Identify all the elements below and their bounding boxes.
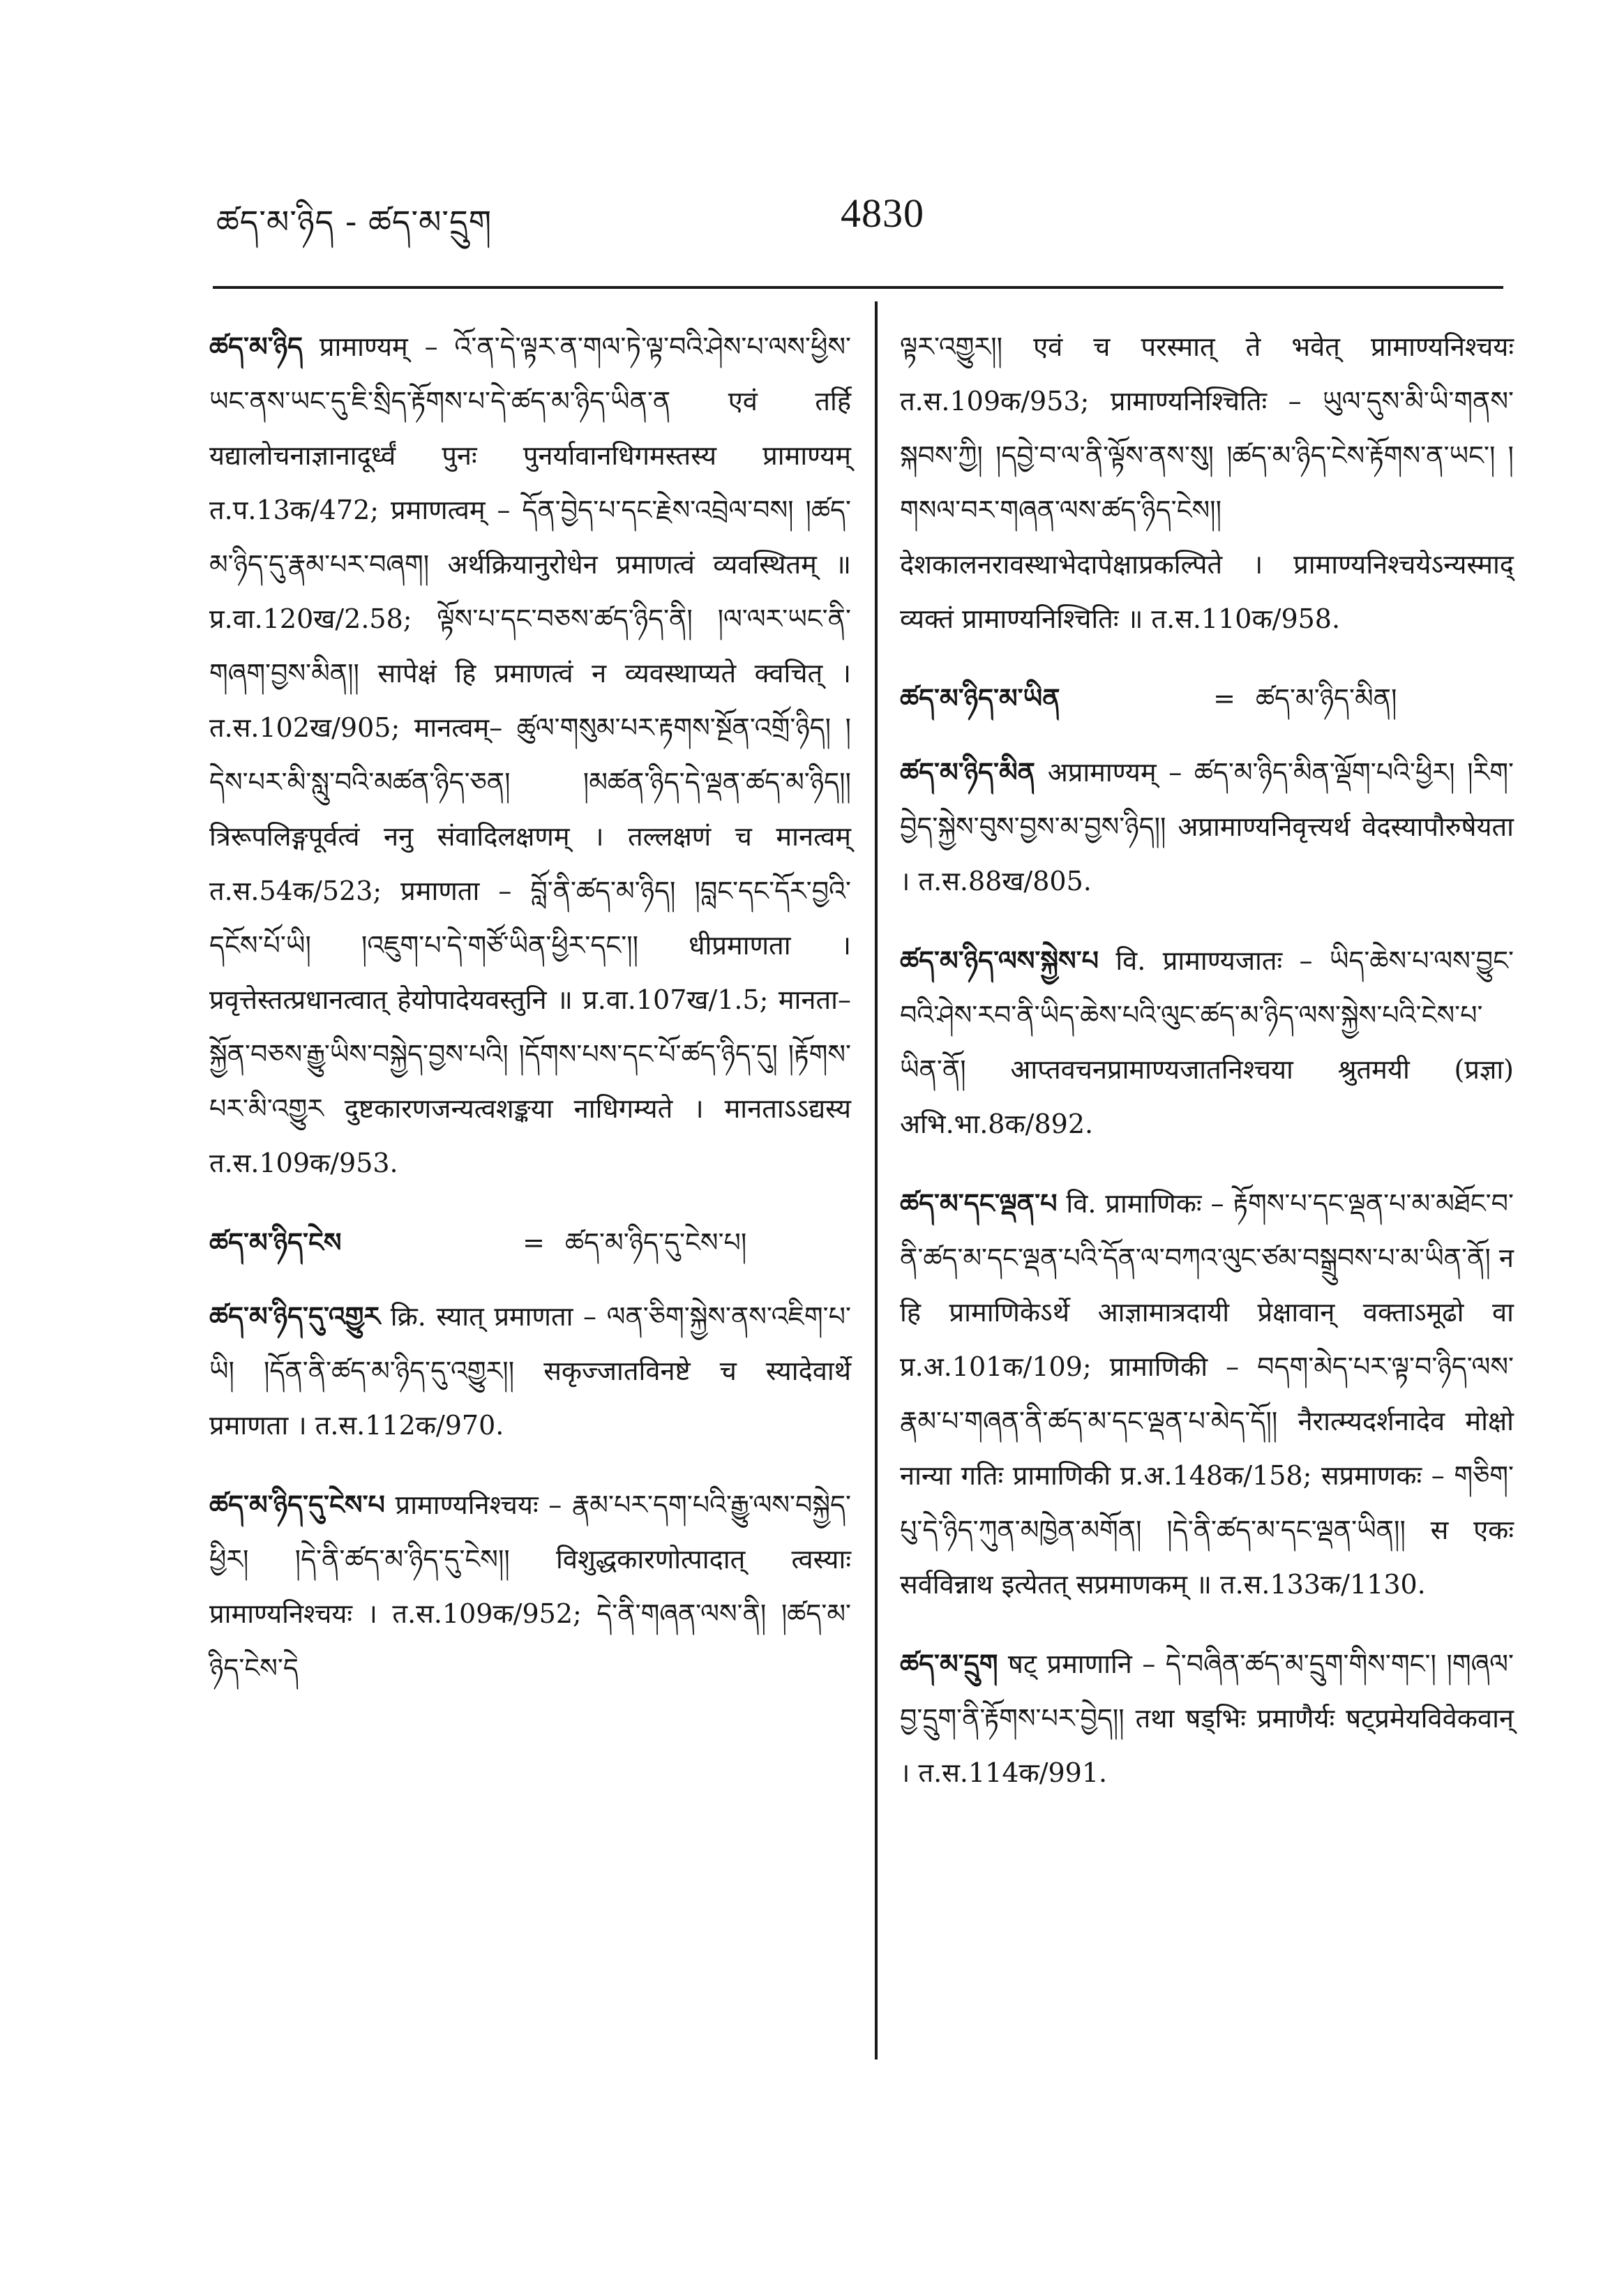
entry-headword: ཚད་མ་ཉིད་མིན [900, 757, 1036, 788]
equals-sign: = [1213, 683, 1235, 714]
dictionary-entry [209, 1289, 851, 1453]
cross-reference-entry [209, 1215, 851, 1270]
left-column [209, 320, 851, 1720]
entry-headword: ཚད་མ་ཉིད [209, 331, 303, 362]
cross-reference-target: ཚད་མ་ཉིད་མིན། [1256, 683, 1397, 714]
entry-headword: ཚད་མ་ཉིད་དུ་འགྱུར [209, 1301, 381, 1332]
dictionary-entry [900, 933, 1514, 1151]
entry-body: अप्रामाण्यम् – ཚད་མ་ཉིད་མིན་ལྡོག་པའི་ཕྱིར། །རིག་བྱེད་སྐྱེས་བུས་བྱས་མ་བྱས་ཉིད།། अप्रामाण्यनिवृत्त्यर्थ वेदस्यापौरुषेयता । त.स.88ख/805. [900, 757, 1514, 896]
entry-body: प्रामाण्यनिश्चयः – རྣམ་པར་དག་པའི་རྒྱུ་ལས་བསྐྱེད་ཕྱིར། །དེ་ནི་ཚད་མ་ཉིད་དུ་ངེས།། विशुद्धकारणोत्पादात् त्वस्याः प्रामाण्यनिश्चयः । त.स.109क/952; དེ་ནི་གཞན་ལས་ནི། །ཚད་མ་ཉིད་ངེས་དེ [209, 1489, 851, 1683]
dictionary-entry [900, 1637, 1514, 1800]
page-number: 4830 [841, 190, 924, 236]
entry-headword: ཚད་མ་དང་ལྡན་པ [900, 1188, 1058, 1219]
dictionary-entry [209, 1478, 851, 1695]
entry-headword: ཚད་མ་ཉིད་ངེས [209, 1227, 342, 1258]
entry-body: षट् प्रमाणानि – དེ་བཞིན་ཚད་མ་དྲུག་གིས་གང་། །གཞལ་བྱ་དྲུག་ནི་རྟོགས་པར་བྱེད།། तथा षड्भिः प्रमाणैर्यः षट्प्रमेयविवेकवान् । त.स.114क/991. [900, 1649, 1514, 1788]
cross-reference-target: ཚད་མ་ཉིད་དུ་ངེས་པ། [565, 1227, 747, 1258]
entry-body: प्रामाण्यम् – འོ་ན་དེ་ལྟར་ན་གལ་ཏེ་ལྟ་བའི་ཤེས་པ་ལས་ཕྱིས་ཡང་ནས་ཡང་དུ་ཇི་སྲིད་རྟོགས་པ་དེ་ཚད་མ་ཉིད་ཡིན་ན एवं तर्हि यद्यालोचनाज्ञानादूर्ध्वं पुनः पुनर्यावानधिगमस्तस्य प्रामाण्यम् त.प.13क/472; प्रमाणत्वम् – དོན་བྱེད་པ་དང་རྗེས་འབྲེལ་བས། །ཚད་མ་ཉིད་དུ་རྣམ་པར་བཞག། अर्थक्रियानुरोधेन प्रमाणत्वं व्यवस्थितम् ॥ प्र.वा.120ख/2.58; ལྟོས་པ་དང་བཅས་ཚད་ཉིད་ནི། །ལ་ལར་ཡང་ནི་གཞག་བྱས་མིན།། सापेक्षं हि प्रमाणत्वं न व्यवस्थाप्यते क्वचित् । त.स.102ख/905; मानत्वम्– ཚུལ་གསུམ་པར་རྟགས་སྔོན་འགྲོ་ཉིད། །དེས་པར་མི་སླུ་བའི་མཚན་ཉིད་ཅན། །མཚན་ཉིད་དེ་ལྡན་ཚད་མ་ཉིད།། त्रिरूपलिङ्गपूर्वत्वं ननु संवादिलक्षणम् । तल्लक्षणं च मानत्वम् त.स.54क/523; प्रमाणता – བློ་ནི་ཚད་མ་ཉིད། །བླང་དང་དོར་བྱའི་དངོས་པོ་ཡི། །འཇུག་པ་དེ་གཙོ་ཡིན་ཕྱིར་དང་།། धीप्रमाणता । प्रवृत्तेस्तत्प्रधानत्वात् हेयोपादेयवस्तुनि ॥ प्र.वा.107ख/1.5; मानता– སྐྱོན་བཅས་རྒྱུ་ཡིས་བསྐྱེད་བྱས་པའི། །དོགས་པས་དང་པོ་ཚད་ཉིད་དུ། །རྟོགས་པར་མི་འགྱུར दुष्टकारणजन्यत्वशङ्कया नाधिगम्यते । मानताऽऽद्यस्य त.स.109क/953. [209, 331, 851, 1178]
entry-headword: ཚད་མ་དྲུག [900, 1649, 998, 1679]
entry-body: क्रि. स्यात् प्रमाणता – ལན་ཅིག་སྐྱེས་ནས་འཇིག་པ་ཡི། །དོན་ནི་ཚད་མ་ཉིད་དུ་འགྱུར།། सकृज्जातविनष्टे च स्यादेवार्थे प्रमाणता । त.स.112क/970. [209, 1301, 851, 1441]
guide-words: ཚད་མ་ཉིད - ཚད་མ་དྲུག [216, 203, 493, 241]
entry-body: वि. प्रामाण्यजातः – ཡིད་ཆེས་པ་ལས་བྱུང་བའི་ཤེས་རབ་ནི་ཡིད་ཆེས་པའི་ལུང་ཚད་མ་ཉིད་ལས་སྐྱེས་པའི་ངེས་པ་ཡིན་ནོ། आप्तवचनप्रामाण्यजातनिश्चया श्रुतमयी (प्रज्ञा) अभि.भा.8क/892. [900, 945, 1514, 1139]
entry-body: वि. प्रामाणिकः – རྟོགས་པ་དང་ལྡན་པ་མ་མཐོང་བ་ནི་ཚད་མ་དང་ལྡན་པའི་དོན་ལ་བཀའ་ལུང་ཙམ་བསྒྲུབས་པ་མ་ཡིན་ནོ། न हि प्रामाणिकेऽर्थे आज्ञामात्रदायी प्रेक्षावान् वक्ताऽमूढो वा प्र.अ.101क/109; प्रामाणिकी – བདག་མེད་པར་ལྟ་བ་ཉིད་ལས་རྣམ་པ་གཞན་ནི་ཚད་མ་དང་ལྡན་པ་མེད་དོ།། नैरात्म्यदर्शनादेव मोक्षो नान्या गतिः प्रामाणिकी प्र.अ.148क/158; सप्रमाणकः – གཅིག་པུ་དེ་ཉིད་ཀུན་མཁྱེན་མགོན། །དེ་ནི་ཚད་མ་དང་ལྡན་ཡིན།། स एकः सर्वविन्नाथ इत्येतत् सप्रमाणकम् ॥ त.स.133क/1130. [900, 1188, 1514, 1600]
entry-body: ལྟར་འགྱུར།། एवं च परस्मात् ते भवेत् प्रामाण्यनिश्चयः त.स.109क/953; प्रामाण्यनिश्चितिः – ཡུལ་དུས་མི་ཡི་གནས་སྐབས་ཀྱི། །དབྱེ་བ་ལ་ནི་ལྟོས་ནས་སུ། །ཚད་མ་ཉིད་ངེས་རྟོགས་ན་ཡང་། །གསལ་བར་གཞན་ལས་ཚད་ཉིད་ངེས།། देशकालनरावस्थाभेदापेक्षाप्रकल्पिते । प्रामाण्यनिश्चयेऽन्यस्माद् व्यक्तं प्रामाण्यनिश्चितिः ॥ त.स.110क/958. [900, 331, 1514, 634]
cross-reference-entry [900, 671, 1514, 726]
equals-sign: = [522, 1227, 545, 1258]
dictionary-entry [209, 320, 851, 1190]
right-column [900, 320, 1514, 1825]
header-rule [213, 286, 1503, 289]
dictionary-entry-continued [900, 320, 1514, 646]
entry-headword: ཚད་མ་ཉིད་དུ་ངེས་པ [209, 1489, 385, 1520]
entry-headword: ཚད་མ་ཉིད་མ་ཡིན [900, 683, 1060, 714]
column-divider [875, 301, 878, 2059]
dictionary-entry [900, 1176, 1514, 1612]
entry-headword: ཚད་མ་ཉིད་ལས་སྐྱེས་པ [900, 945, 1099, 976]
dictionary-entry [900, 745, 1514, 908]
